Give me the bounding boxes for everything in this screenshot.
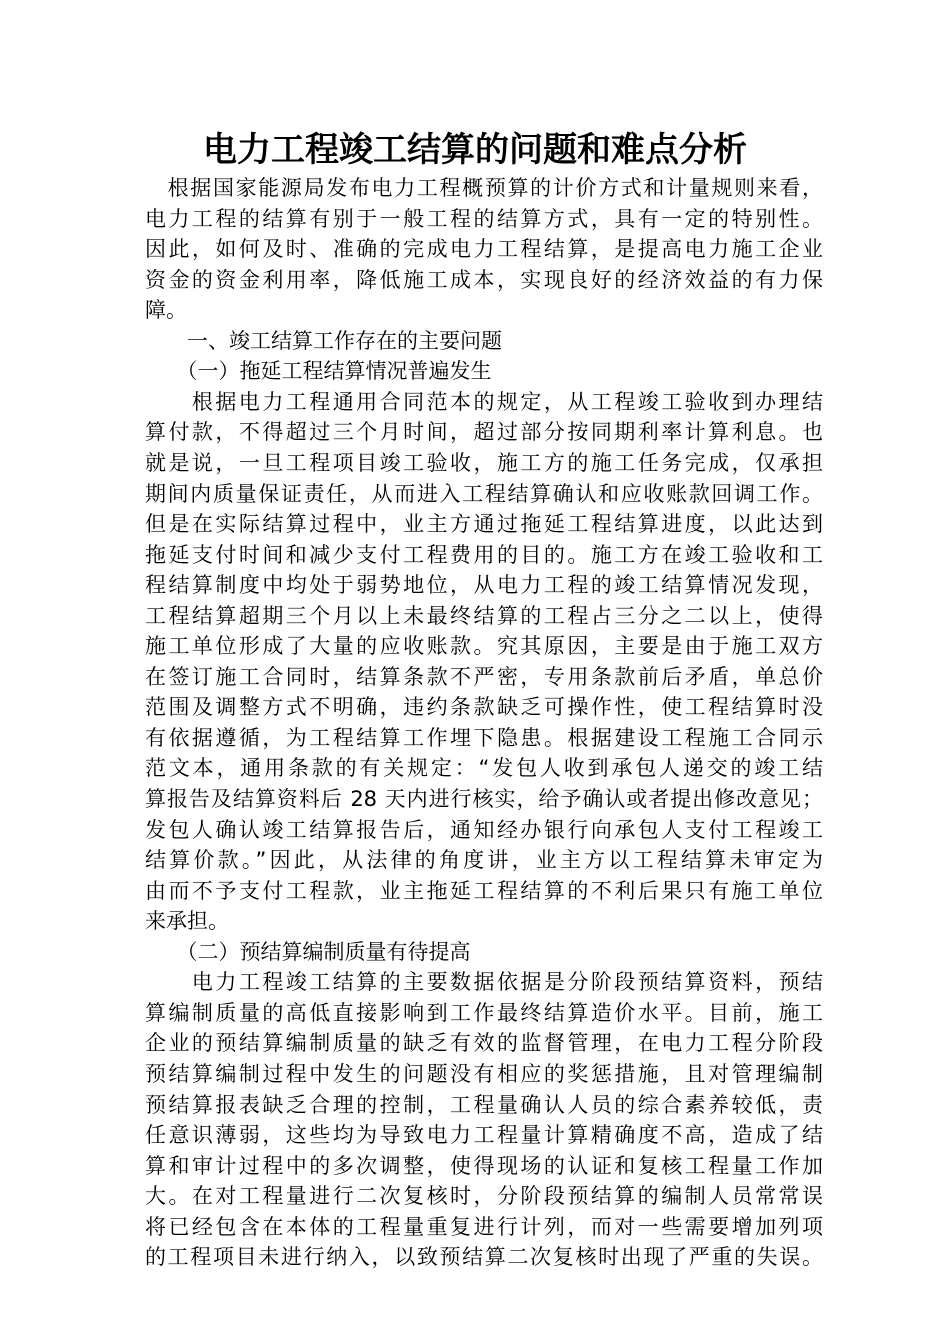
body-text-line: 有依据遵循，为工程结算工作埋下隐患。根据建设工程施工合同示 [145,726,823,750]
body-text-line: 期间内质量保证责任，从而进入工程结算确认和应收账款回调工作。 [145,482,823,506]
body-text-line: 范文本，通用条款的有关规定：“发包人收到承包人递交的竣工结 [145,756,823,780]
body-text-line: 电力工程竣工结算的主要数据依据是分阶段预结算资料，预结 [145,970,823,994]
body-text-line: 算付款，不得超过三个月时间，超过部分按同期利率计算利息。也 [145,420,823,444]
body-text-line: 算编制质量的高低直接影响到工作最终结算造价水平。目前，施工 [145,1001,823,1025]
body-text-line: 一、竣工结算工作存在的主要问题 [145,329,502,353]
body-text-line: 电力工程的结算有别于一般工程的结算方式，具有一定的特别性。 [145,207,823,231]
body-text-line: 障。 [145,298,187,322]
body-text-line: 工程结算超期三个月以上未最终结算的工程占三分之二以上，使得 [145,604,823,628]
body-text-line: 预结算编制过程中发生的问题没有相应的奖惩措施，且对管理编制 [145,1062,823,1086]
body-text-line: 的工程项目未进行纳入，以致预结算二次复核时出现了严重的失误。 [145,1245,823,1269]
body-text-line: 资金的资金利用率，降低施工成本，实现良好的经济效益的有力保 [145,268,823,292]
body-text-line: 在签订施工合同时，结算条款不严密，专用条款前后矛盾，单总价 [145,665,823,689]
body-text-line: 将已经包含在本体的工程量重复进行计列，而对一些需要增加列项 [145,1215,823,1239]
body-text-line: 任意识薄弱，这些均为导致电力工程量计算精确度不高，造成了结 [145,1123,823,1147]
body-text-line: 根据电力工程通用合同范本的规定，从工程竣工验收到办理结 [145,390,823,414]
body-text-line: 范围及调整方式不明确，违约条款缺乏可操作性，使工程结算时没 [145,695,823,719]
body-text-line: 但是在实际结算过程中，业主方通过拖延工程结算进度，以此达到 [145,512,823,536]
body-text-line: 程结算制度中均处于弱势地位，从电力工程的竣工结算情况发现， [145,573,823,597]
body-text-line: 算和审计过程中的多次调整，使得现场的认证和复核工程量工作加 [145,1154,823,1178]
body-text-line: （二）预结算编制质量有待提高 [145,940,471,964]
body-text-line: 预结算报表缺乏合理的控制，工程量确认人员的综合素养较低，责 [145,1093,823,1117]
body-text-line: 发包人确认竣工结算报告后，通知经办银行向承包人支付工程竣工 [145,818,823,842]
body-text-line: 大。在对工程量进行二次复核时，分阶段预结算的编制人员常常误 [145,1184,823,1208]
body-text-line: 企业的预结算编制质量的缺乏有效的监督管理，在电力工程分阶段 [145,1031,823,1055]
body-text-line: 根据国家能源局发布电力工程概预算的计价方式和计量规则来看， [145,176,823,200]
document-title: 电力工程竣工结算的问题和难点分析 [203,130,747,170]
body-text-line: 因此，如何及时、准确的完成电力工程结算，是提高电力施工企业 [145,237,823,261]
body-text-line: 算报告及结算资料后 28 天内进行核实，给予确认或者提出修改意见； [145,787,823,811]
body-text-line: 由而不予支付工程款，业主拖延工程结算的不利后果只有施工单位 [145,879,823,903]
body-text-line: 结算价款。”因此，从法律的角度讲，业主方以工程结算未审定为 [145,848,823,872]
body-text-line: （一）拖延工程结算情况普遍发生 [145,359,492,383]
body-text-line: 施工单位形成了大量的应收账款。究其原因，主要是由于施工双方 [145,634,823,658]
body-text-line: 拖延支付时间和减少支付工程费用的目的。施工方在竣工验收和工 [145,543,823,567]
body-text-line: 来承担。 [145,909,229,933]
body-text-line: 就是说，一旦工程项目竣工验收，施工方的施工任务完成，仅承担 [145,451,823,475]
